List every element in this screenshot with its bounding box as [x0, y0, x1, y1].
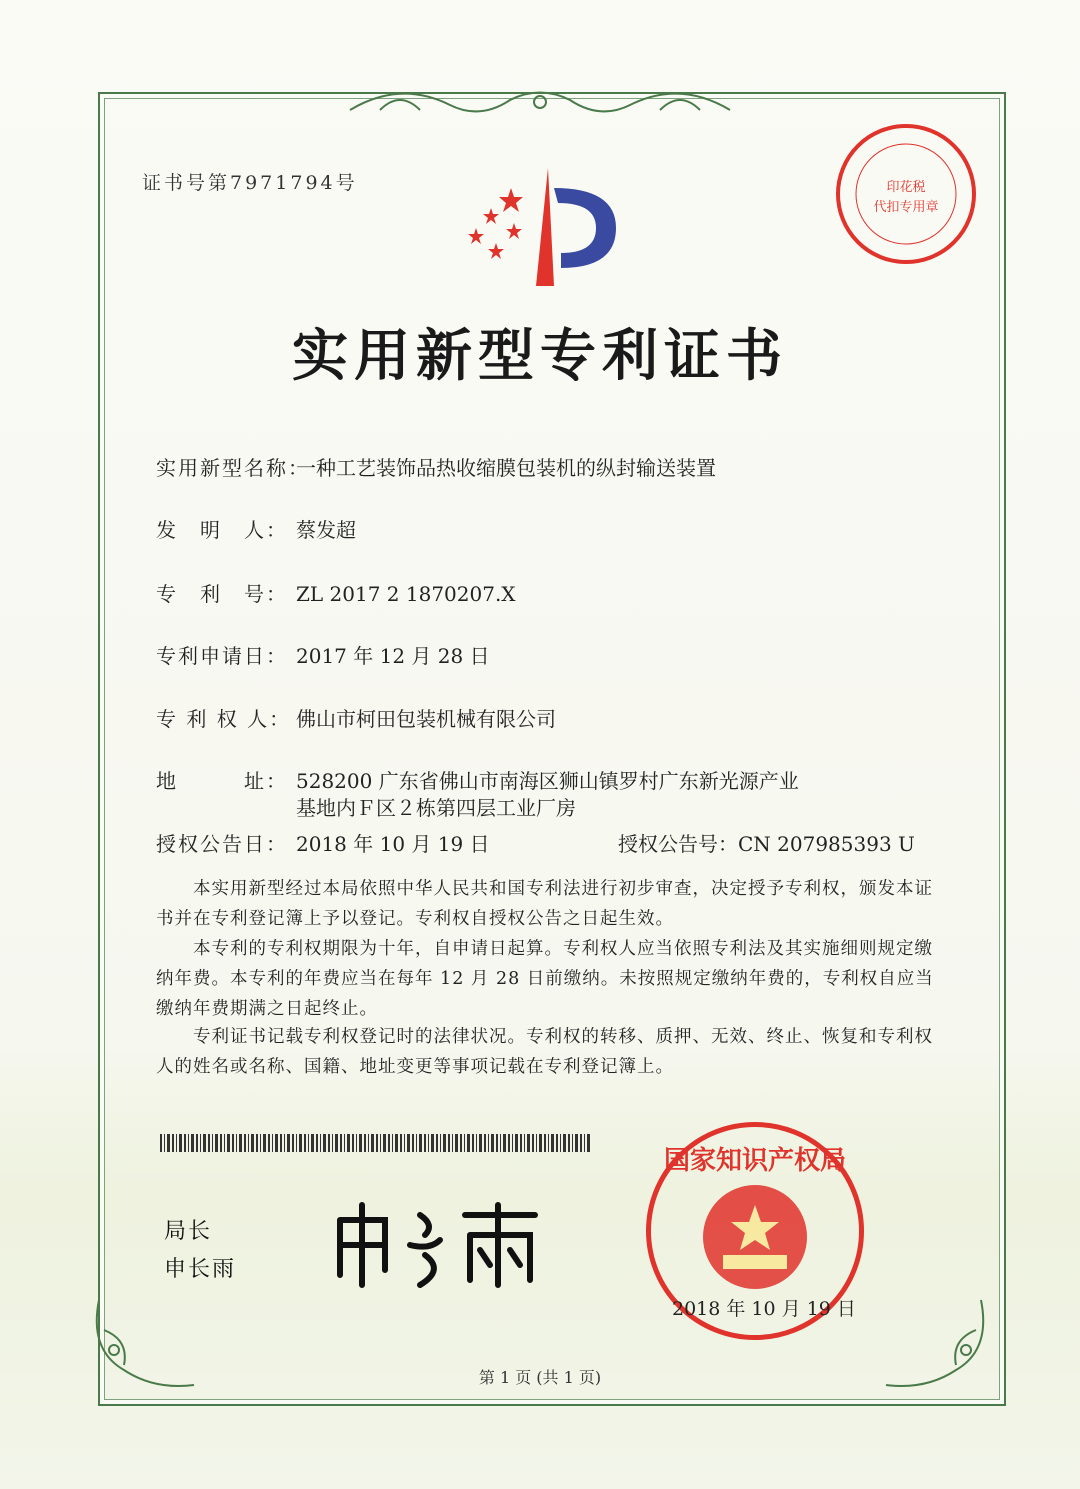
field-address-label: 地 址： [156, 769, 288, 793]
certificate-number: 证书号第7971794号 [142, 172, 358, 194]
signer-title: 局长 [164, 1219, 213, 1244]
field-holder-value: 佛山市柯田包装机械有限公司 [296, 707, 556, 731]
corner-ornament-left-icon [84, 1290, 204, 1410]
handwritten-signature-icon [330, 1190, 550, 1290]
tax-seal [836, 124, 976, 264]
field-patent-no-value: ZL 2017 2 1870207.X [296, 582, 516, 606]
field-grant-no-label: 授权公告号： [618, 832, 738, 856]
field-inventor-value: 蔡发超 [296, 518, 356, 542]
field-address-line2: 基地内Ｆ区２栋第四层工业厂房 [296, 796, 576, 820]
paragraph-1: 本实用新型经过本局依照中华人民共和国专利法进行初步审查，决定授予专利权，颁发本证书并在专利登记簿上予以登记。专利权自授权公告之日起生效。 [156, 879, 933, 929]
field-address [156, 765, 799, 794]
field-holder [156, 703, 556, 732]
field-patent-no [156, 578, 516, 607]
field-name-value: 一种工艺装饰品热收缩膜包装机的纵封输送装置 [296, 456, 716, 480]
field-holder-label: 专 利 权 人： [156, 707, 292, 731]
field-apply-date-value: 2017 年 12 月 28 日 [296, 644, 490, 668]
field-name [156, 452, 716, 481]
decorative-border [98, 92, 1006, 1406]
field-address-line1: 528200 广东省佛山市南海区狮山镇罗村广东新光源产业 [296, 769, 799, 793]
corner-ornament-right-icon [876, 1290, 996, 1410]
field-inventor-label: 发 明 人： [156, 518, 288, 542]
tax-seal-line1: 印花税 [886, 180, 926, 195]
signer-name: 申长雨 [164, 1257, 237, 1282]
field-grant-date-value: 2018 年 10 月 19 日 [296, 832, 490, 856]
patent-office-logo-icon [466, 168, 626, 288]
seal-ring-text: 国家知识产权局 [663, 1146, 847, 1176]
field-apply-date-label: 专利申请日： [156, 644, 288, 668]
field-patent-no-label: 专 利 号： [156, 582, 288, 606]
field-inventor [156, 514, 356, 543]
page-number: 第 1 页 (共 1 页) [478, 1368, 602, 1387]
top-ornament-icon [340, 80, 740, 130]
field-grant-date [156, 828, 490, 857]
barcode [160, 1134, 590, 1152]
seal-date: 2018 年 10 月 19 日 [672, 1298, 856, 1320]
paragraph-2: 本专利的专利权期限为十年，自申请日起算。专利权人应当依照专利法及其实施细则规定缴纳年费。本专利的年费应当在每年 12 月 28 日前缴纳。未按照规定缴纳年费的，专利权自应当缴纳年费期满之日起终止。 [156, 939, 934, 1019]
field-name-label: 实用新型名称： [156, 456, 310, 480]
paragraph-3: 专利证书记载专利权登记时的法律状况。专利权的转移、质押、无效、终止、恢复和专利权人的姓名或名称、国籍、地址变更等事项记载在专利登记簿上。 [156, 1027, 933, 1077]
field-apply-date [156, 640, 490, 669]
field-grant-no-value: CN 207985393 U [738, 832, 915, 856]
field-grant-date-label: 授权公告日： [156, 832, 288, 856]
page-title: 实用新型专利证书 [292, 323, 788, 389]
field-grant-no [618, 828, 915, 857]
tax-seal-line2: 代扣专用章 [873, 200, 939, 215]
